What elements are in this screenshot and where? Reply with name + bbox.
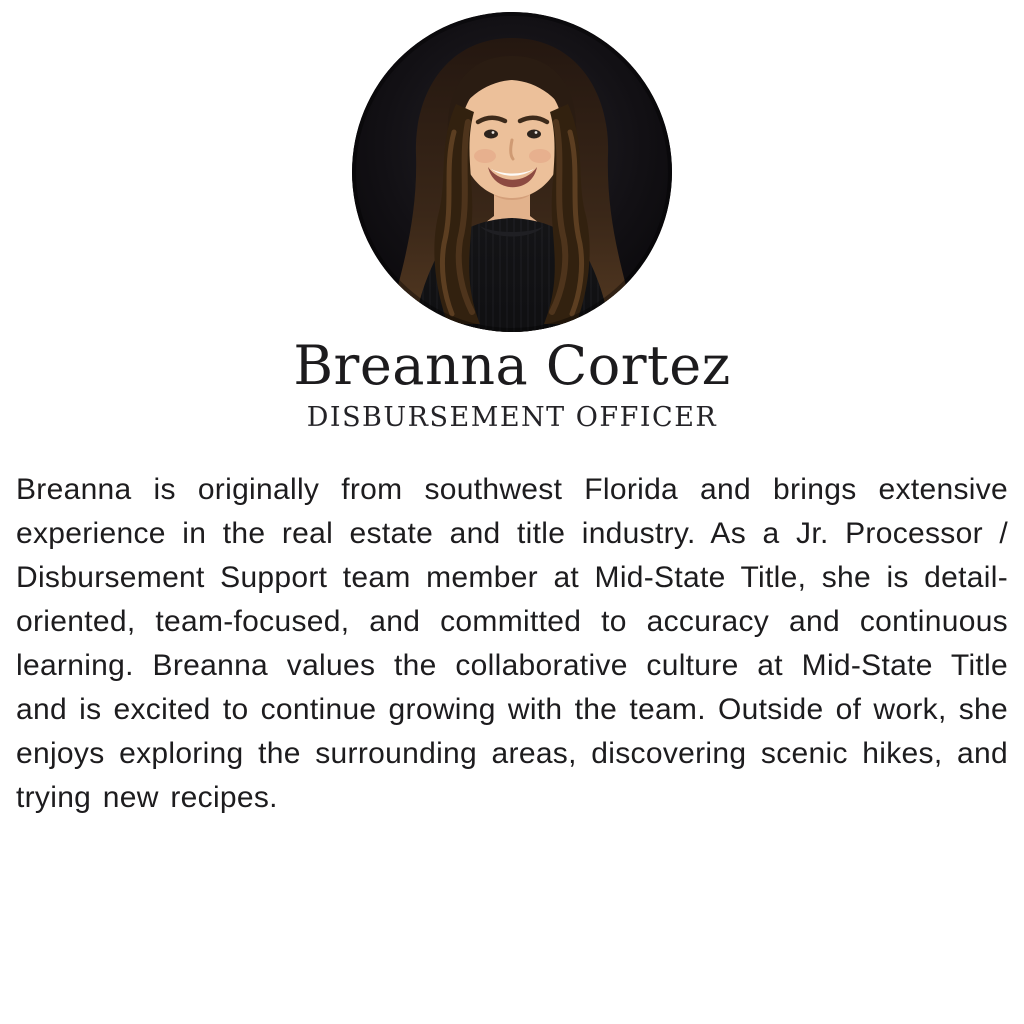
profile-bio: Breanna is originally from southwest Florida and brings extensive experience in the real estate and title industry. As a Jr. Processor / Disbursement Support team member at Mid-State Title, she is detail-oriented, team-focused, and committed to accuracy and continuous learning. Breanna values the collaborative culture at Mid-State Title and is excited to continue growing with the team. Outside of work, she enjoys exploring the surrounding areas, discovering scenic hikes, and trying new recipes.	[16, 473, 1008, 814]
profile-title: DISBURSEMENT OFFICER	[306, 402, 718, 433]
profile-card	[0, 12, 1024, 1024]
portrait-illustration	[352, 12, 672, 332]
profile-name: Breanna Cortez	[293, 334, 731, 397]
profile-photo	[352, 12, 672, 332]
